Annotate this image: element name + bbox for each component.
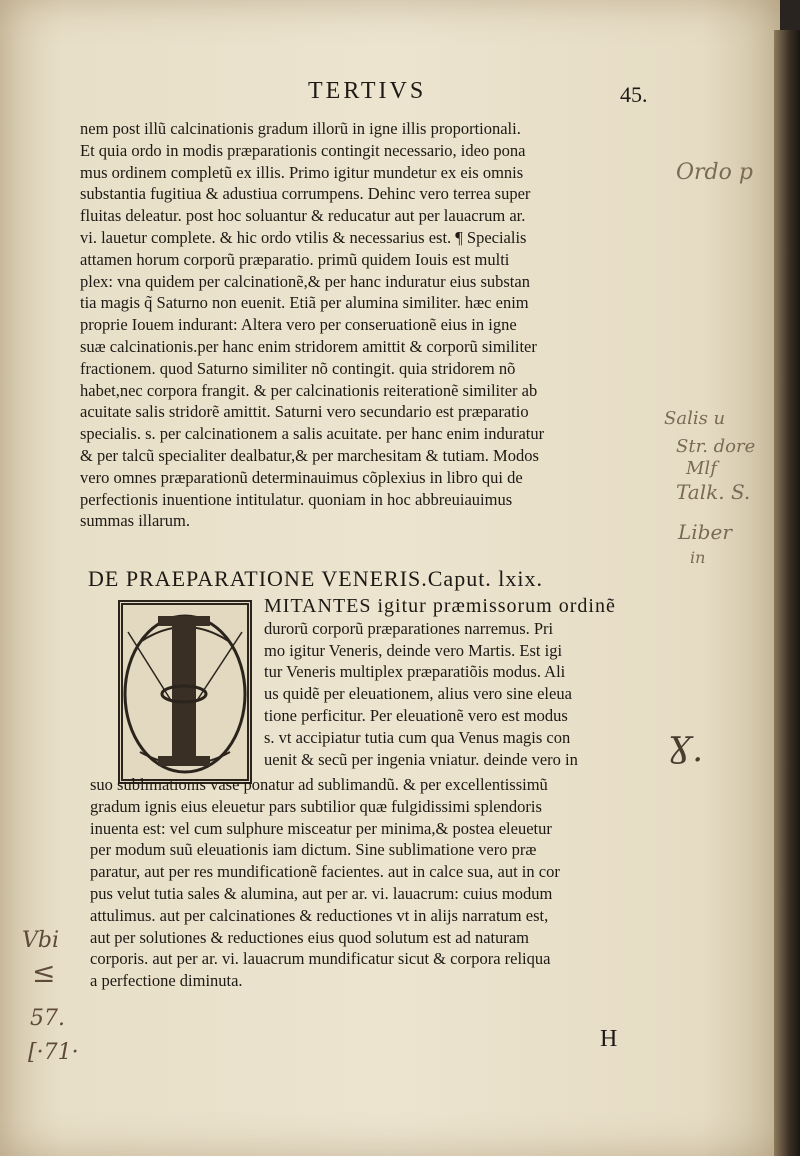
text-line: inuenta est: vel cum sulphure misceatur per minima,& postea eleuetur xyxy=(90,818,552,838)
text-line: tur Veneris multiplex præparatiõis modus. Ali xyxy=(264,662,566,682)
text-line: suo sublimationis vase ponatur ad sublimandũ. & per excellentissimũ xyxy=(90,775,548,794)
text-line: vi. lauetur complete. & hic ordo vtilis & necessarius est. ¶ Specialis xyxy=(80,227,527,247)
chapter-heading: DE PRAEPARATIONE VENERIS.Caput. lxix. xyxy=(88,566,544,591)
text-line: s. vt accipiatur tutia cum qua Venus magis con xyxy=(264,727,571,747)
running-head: TERTIVS xyxy=(308,78,427,104)
text-line: uenit & secũ per ingenia vniatur. deinde vero in xyxy=(264,749,578,769)
text-line: a perfectione diminuta. xyxy=(90,971,243,991)
text-line: Et quia ordo in modis præparationis contingit necessario, ideo pona xyxy=(80,140,526,160)
margin-note: 57. xyxy=(30,1006,65,1031)
text-line: mus ordinem completũ ex illis. Primo igitur mundetur ex eis omnis xyxy=(80,162,524,182)
margin-note: [·71· xyxy=(28,1040,79,1065)
text-line: tia magis q̃ Saturno non euenit. Etiã per alumina similiter. hæc enim xyxy=(80,293,529,313)
text-line: summas illarum. xyxy=(80,511,190,531)
text-line: mo igitur Veneris, deinde vero Martis. Est igi xyxy=(264,640,563,660)
text-line: substantia fugitiua & adustiua corrumpens. Dehinc vero terrea super xyxy=(80,184,531,204)
text-line: perfectionis inuentione intitulatur. quoniam in hoc abbreuiauimus xyxy=(80,489,513,509)
text-line: habet,nec corpora frangit. & per calcinationis reiterationẽ similiter ab xyxy=(80,380,538,400)
margin-note: ≤ xyxy=(32,956,56,989)
chapter-body-text xyxy=(90,774,660,992)
margin-note: Talk. S. xyxy=(676,480,751,504)
text-line: attulimus. aut per calcinationes & reductiones vt in alijs narratum est, xyxy=(90,905,549,925)
text-line: per modum suũ eleuationis iam dictum. Sine sublimatione vero præ xyxy=(90,840,537,860)
folio-number: 45. xyxy=(620,82,648,107)
text-line: & per talcũ specialiter dealbatur,& per marchesitam & tutiam. Modos xyxy=(80,445,539,465)
margin-note: Vbi xyxy=(22,928,60,953)
ornamental-initial-icon xyxy=(120,602,250,782)
text-line: acuitate salis stridorẽ amittit. Saturni vero secundario est præparatio xyxy=(80,402,529,422)
text-line: tione perficitur. Per eleuationẽ vero est modus xyxy=(264,705,568,725)
text-line: us quidẽ per eleuationem, alius vero sine eleua xyxy=(264,684,572,704)
text-line: paratur, aut per res mundificationẽ facientes. aut in calce sua, aut in cor xyxy=(90,862,560,882)
signature-mark: H xyxy=(600,1026,618,1052)
margin-note: in xyxy=(690,548,706,567)
main-paragraph xyxy=(80,118,655,532)
chapter-column-text xyxy=(264,596,659,770)
text-line: vero omnes præparationũ determinauimus cõplexius in libro qui de xyxy=(80,467,523,487)
text-line: durorũ corporũ præparationes narremus. Pri xyxy=(264,618,554,638)
text-line: nem post illũ calcinationis gradum illorũ in igne illis proportionali. xyxy=(80,119,521,138)
text-line: suæ calcinationis.per hanc enim stridorem amittit & corporũ similiter xyxy=(80,336,537,356)
woodcut-initial-i xyxy=(118,600,252,784)
text-line: proprie Iouem indurant: Altera vero per conseruationẽ eius in igne xyxy=(80,315,517,335)
margin-note: Salis u xyxy=(664,408,726,429)
margin-note: Liber xyxy=(678,520,732,544)
text-line: specialis. s. per calcinationem a salis acuitate. per hanc enim induratur xyxy=(80,424,545,444)
text-line: gradum ignis eius eleuetur pars subtilior quæ fulgidissimi splendoris xyxy=(90,796,542,816)
text-line: corporis. aut per ar. vi. lauacrum mundificatur sicut & corpora reliqua xyxy=(90,949,551,969)
text-line: fluitas deleatur. post hoc soluantur & reducatur aut per lauacrum ar. xyxy=(80,206,526,226)
text-line: aut per solutiones & reductiones eius quod solutum est ad naturam xyxy=(90,927,529,947)
text-line: attamen horum corporũ præparatio. primũ quidem Iouis est multi xyxy=(80,249,510,269)
text-line: fractionem. quod Saturno similiter nõ contingit. quia stridorem nõ xyxy=(80,358,516,378)
margin-note: Ordo p xyxy=(676,160,753,185)
text-line: plex: vna quidem per calcinationẽ,& per hanc induratur eius substan xyxy=(80,271,530,291)
margin-note: Mlf xyxy=(686,458,717,479)
venus-mark: Ɣ. xyxy=(668,730,704,770)
text-line: MITANTES igitur præmissorum ordinẽ xyxy=(264,596,616,617)
book-page-edge xyxy=(774,30,800,1156)
text-line: pus velut tutia sales & alumina, aut per ar. vi. lauacrum: cuius modum xyxy=(90,883,553,903)
margin-note: Str. dore xyxy=(676,436,756,457)
